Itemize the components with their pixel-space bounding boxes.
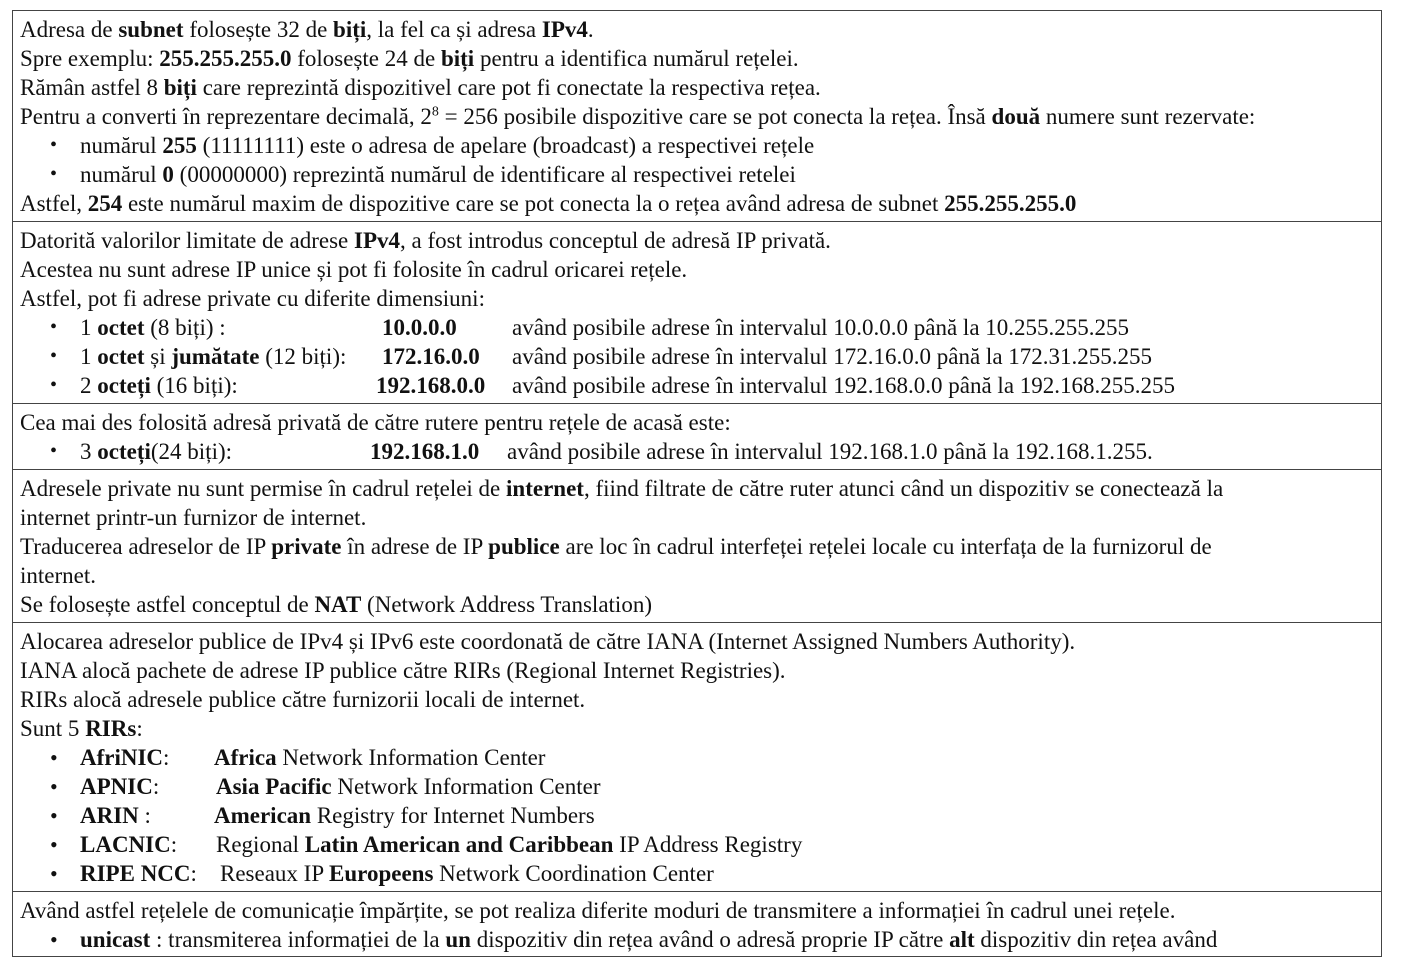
text-line: Adresa de subnet folosește 32 de biți, la fel ca și adresa IPv4. [20, 17, 594, 42]
range-text: având posibile adrese în intervalul 10.0.0.0 până la 10.255.255.255 [512, 315, 1130, 340]
text-line: Adresele private nu sunt permise în cadrul rețelei de internet, fiind filtrate de către ruter atunci când un dispozitiv se conectează la [20, 476, 1224, 501]
text-line: Alocarea adreselor publice de IPv4 și IPv6 este coordonată de către IANA (Internet Assigned Numbers Authority). [20, 629, 1076, 654]
size-label: 3 octeți(24 biți): [80, 439, 233, 464]
rir-abbr: APNIC: [80, 774, 160, 799]
transmission-section [13, 891, 1381, 956]
nat-section [13, 469, 1381, 622]
private-ip-section [13, 221, 1381, 403]
rir-abbr: RIPE NCC: [80, 861, 197, 886]
ip-address: 172.16.0.0 [382, 344, 480, 369]
iana-section [13, 622, 1381, 891]
ip-address: 10.0.0.0 [382, 315, 457, 340]
text-line: Spre exemplu: 255.255.255.0 folosește 24 de biți pentru a identifica numărul rețelei. [20, 46, 799, 71]
list-item [20, 313, 1374, 342]
text-line: RIRs alocă adresele publice către furnizorii locali de internet. [20, 687, 586, 712]
text-line: Sunt 5 RIRs: [20, 716, 143, 741]
rir-item: • LACNIC: Regional Latin American and Caribbean IP Address Registry [20, 830, 1374, 859]
range-text: având posibile adrese în intervalul 192.168.1.0 până la 192.168.1.255. [507, 439, 1153, 464]
rir-item: • APNIC: Asia Pacific Network Information Center [20, 772, 1374, 801]
size-label: 2 octeți (16 biți): [80, 373, 238, 398]
rir-abbr: AfriNIC: [80, 745, 170, 770]
document-table [12, 10, 1382, 957]
text-line: Astfel, pot fi adrese private cu diferite dimensiuni: [20, 286, 485, 311]
list-item: • unicast : transmiterea informației de la un dispozitiv din rețea având o adresă proprie IP către alt dispozitiv din rețea având [20, 925, 1374, 954]
rir-item: • ARIN : American Registry for Internet Numbers [20, 801, 1374, 830]
list-item [20, 371, 1374, 400]
ip-address: 192.168.1.0 [370, 439, 480, 464]
size-label: 1 octet (8 biți) : [80, 315, 226, 340]
text-line: Se folosește astfel conceptul de NAT (Network Address Translation) [20, 592, 652, 617]
text-line: internet printr-un furnizor de internet. [20, 505, 367, 530]
text-line: internet. [20, 563, 96, 588]
home-router-section [13, 403, 1381, 469]
size-label: 1 octet și jumătate (12 biți): [80, 344, 347, 369]
list-item [20, 342, 1374, 371]
rir-abbr: ARIN : [80, 803, 151, 828]
list-item [20, 437, 1374, 466]
rir-abbr: LACNIC: [80, 832, 178, 857]
text-line: Având astfel rețelele de comunicație împărțite, se pot realiza diferite moduri de transmitere a informației în cadrul unei rețele. [20, 898, 1176, 923]
range-text: având posibile adrese în intervalul 192.168.0.0 până la 192.168.255.255 [512, 373, 1176, 398]
rir-item: • RIPE NCC: Reseaux IP Europeens Network Coordination Center [20, 859, 1374, 888]
text-line: IANA alocă pachete de adrese IP publice către RIRs (Regional Internet Registries). [20, 658, 786, 683]
list-item: • numărul 255 (11111111) este o adresa de apelare (broadcast) a respectivei rețele [20, 131, 1374, 160]
text-line: Traducerea adreselor de IP private în adrese de IP publice are loc în cadrul interfeței rețelei locale cu interfața de la furnizorul de [20, 534, 1212, 559]
text-line: Pentru a converti în reprezentare decimală, $2^8 = 256$ posibile dispozitive care se pot conecta la rețea. Însă două numere sunt rezervate: [20, 104, 1256, 129]
text-line: Cea mai des folosită adresă privată de către rutere pentru rețele de acasă este: [20, 410, 731, 435]
range-text: având posibile adrese în intervalul 172.16.0.0 până la 172.31.255.255 [512, 344, 1153, 369]
text-line: Acestea nu sunt adrese IP unice și pot fi folosite în cadrul oricarei rețele. [20, 257, 688, 282]
text-line: Rămân astfel 8 biți care reprezintă dispozitivel care pot fi conectate la respectiva rețea. [20, 75, 821, 100]
list-item: • numărul 0 (00000000) reprezintă numărul de identificare al respectivei retelei [20, 160, 1374, 189]
rir-item: • AfriNIC: Africa Network Information Center [20, 743, 1374, 772]
subnet-section [13, 11, 1381, 221]
ip-address: 192.168.0.0 [376, 373, 486, 398]
text-line: Astfel, 254 este numărul maxim de dispozitive care se pot conecta la o rețea având adresa de subnet 255.255.255.0 [20, 191, 1077, 216]
text-line: Datorită valorilor limitate de adrese IPv4, a fost introdus conceptul de adresă IP privată. [20, 228, 831, 253]
